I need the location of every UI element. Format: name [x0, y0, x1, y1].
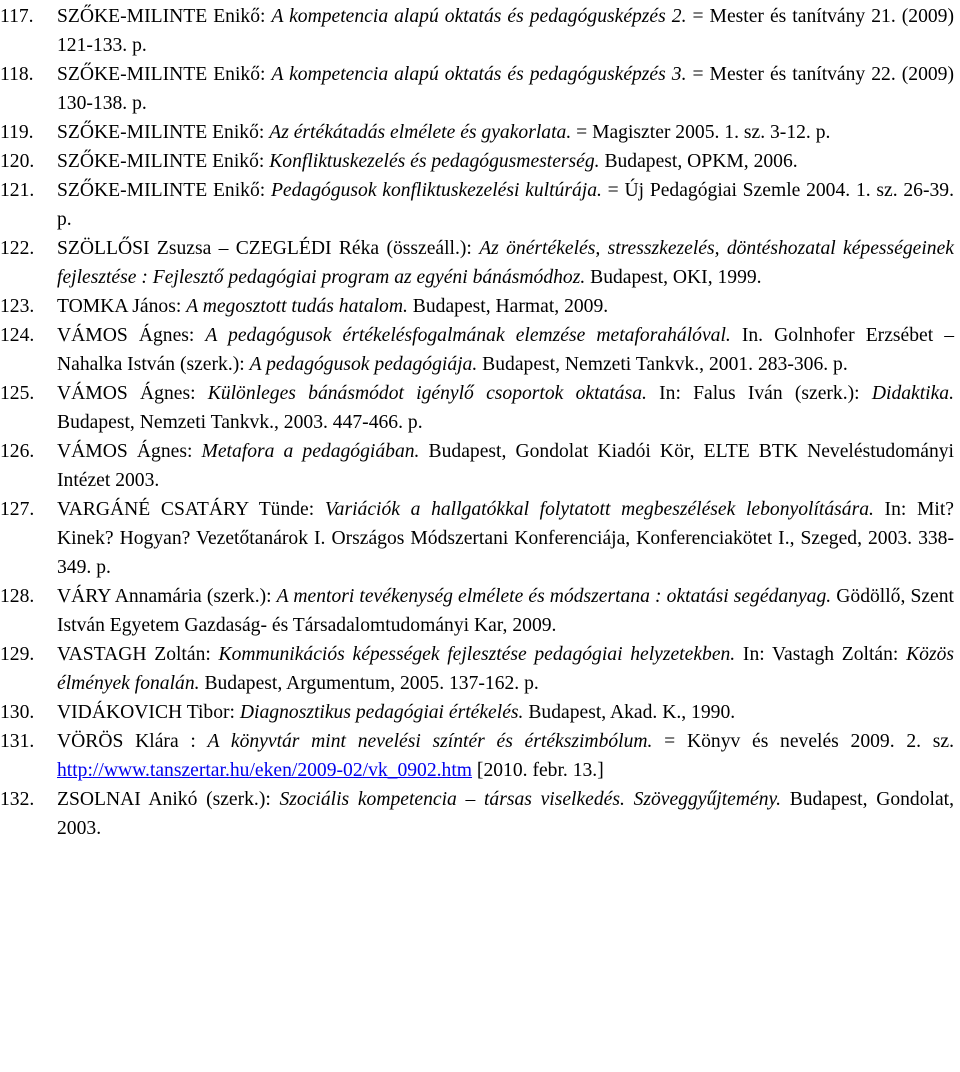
- reference-text: Gödöllő, Szent István Egyetem Gazdaság- és Társadalomtudományi Kar, 2009.: [57, 586, 954, 636]
- reference-text: Budapest, Argumentum, 2005. 137-162. p.: [199, 673, 539, 694]
- reference-text: Budapest, OKI, 1999.: [585, 267, 762, 288]
- reference-text: SZŐKE-MILINTE Enikő:: [57, 122, 270, 143]
- reference-text: SZÖLLŐSI Zsuzsa – CZEGLÉDI Réka (összeáll.):: [57, 238, 480, 259]
- reference-list: [0, 2, 960, 843]
- reference-text: In: Vastagh Zoltán:: [735, 644, 907, 665]
- reference-item: [0, 321, 960, 379]
- reference-title: A pedagógusok pedagógiája.: [249, 354, 478, 375]
- reference-item: [0, 176, 960, 234]
- reference-text: Budapest, Gondolat Kiadói Kör, ELTE BTK Neveléstudományi Intézet 2003.: [57, 441, 955, 491]
- reference-text: = Könyv és nevelés 2009. 2. sz.: [652, 731, 954, 752]
- reference-text: Budapest, Harmat, 2009.: [407, 296, 609, 317]
- reference-text: In: Falus Iván (szerk.):: [646, 383, 872, 404]
- reference-title: A kompetencia alapú oktatás és pedagógusképzés 2.: [271, 6, 687, 27]
- reference-text: VÖRÖS Klára :: [57, 731, 208, 752]
- reference-text: = Mester és tanítvány 22. (2009) 130-138. p.: [57, 64, 954, 114]
- reference-item: [0, 698, 960, 727]
- reference-item: [0, 640, 960, 698]
- reference-text: Budapest, Akad. K., 1990.: [523, 702, 736, 723]
- reference-number: 131.: [0, 731, 35, 752]
- reference-text: VÁMOS Ágnes:: [57, 441, 202, 462]
- reference-item: [0, 785, 960, 843]
- reference-title: A megosztott tudás hatalom.: [186, 296, 408, 317]
- reference-number: 119.: [0, 122, 34, 143]
- reference-text: = Mester és tanítvány 21. (2009) 121-133. p.: [57, 6, 954, 56]
- reference-text: [2010. febr. 13.]: [472, 760, 604, 781]
- reference-title: Közös élmények fonalán.: [57, 644, 954, 694]
- reference-item: [0, 437, 960, 495]
- reference-item: [0, 379, 960, 437]
- reference-text: In: Mit? Kinek? Hogyan? Vezetőtanárok I. Országos Módszertani Konferenciája, Konferenciakötet I., Szeged, 2003. 338-349. p.: [57, 499, 954, 578]
- reference-title: A pedagógusok értékelésfogalmának elemzése metaforahálóval.: [205, 325, 731, 346]
- reference-number: 126.: [0, 441, 35, 462]
- reference-number: 128.: [0, 586, 35, 607]
- reference-title: Az értékátadás elmélete és gyakorlata.: [269, 122, 572, 143]
- reference-title: Didaktika.: [871, 383, 955, 404]
- reference-title: A könyvtár mint nevelési színtér és értékszimbólum.: [207, 731, 653, 752]
- reference-title: Pedagógusok konfliktuskezelési kultúrája.: [270, 180, 602, 201]
- reference-number: 129.: [0, 644, 35, 665]
- reference-title: Metafora a pedagógiában.: [201, 441, 420, 462]
- reference-text: VÁRY Annamária (szerk.):: [57, 586, 277, 607]
- reference-text: SZŐKE-MILINTE Enikő:: [57, 180, 271, 201]
- reference-text: Budapest, Nemzeti Tankvk., 2003. 447-466. p.: [57, 412, 423, 433]
- reference-item: [0, 727, 960, 785]
- reference-title: Különleges bánásmódot igénylő csoportok oktatása.: [207, 383, 647, 404]
- reference-text: VÁMOS Ágnes:: [57, 383, 208, 404]
- reference-title: Diagnosztikus pedagógiai értékelés.: [239, 702, 524, 723]
- reference-title: A mentori tevékenység elmélete és módszertana : oktatási segédanyag.: [276, 586, 832, 607]
- reference-item: [0, 292, 960, 321]
- reference-number: 118.: [0, 64, 34, 85]
- reference-title: Az önértékelés, stresszkezelés, döntéshozatal képességeinek fejlesztése : Fejlesztő pedagógiai program az egyéni bánásmódhoz.: [57, 238, 954, 288]
- reference-text: Budapest, Gondolat, 2003.: [57, 789, 955, 839]
- reference-text: VASTAGH Zoltán:: [57, 644, 219, 665]
- reference-text: ZSOLNAI Anikó (szerk.):: [57, 789, 280, 810]
- reference-item: [0, 495, 960, 582]
- reference-text: SZŐKE-MILINTE Enikő:: [57, 64, 272, 85]
- reference-number: 117.: [0, 6, 34, 27]
- reference-number: 122.: [0, 238, 35, 259]
- reference-item: [0, 147, 960, 176]
- reference-number: 127.: [0, 499, 35, 520]
- reference-title: Szociális kompetencia – társas viselkedés. Szöveggyűjtemény.: [279, 789, 782, 810]
- reference-number: 130.: [0, 702, 35, 723]
- reference-item: [0, 582, 960, 640]
- reference-number: 124.: [0, 325, 35, 346]
- reference-text: = Magiszter 2005. 1. sz. 3-12. p.: [571, 122, 831, 143]
- reference-number: 121.: [0, 180, 35, 201]
- reference-number: 120.: [0, 151, 35, 172]
- reference-item: [0, 2, 960, 60]
- reference-text: VARGÁNÉ CSATÁRY Tünde:: [57, 499, 325, 520]
- reference-title: Kommunikációs képességek fejlesztése pedagógiai helyzetekben.: [218, 644, 736, 665]
- reference-text: SZŐKE-MILINTE Enikő:: [57, 151, 270, 172]
- reference-text: VIDÁKOVICH Tibor:: [57, 702, 240, 723]
- reference-text: Budapest, Nemzeti Tankvk., 2001. 283-306. p.: [477, 354, 848, 375]
- reference-item: [0, 60, 960, 118]
- reference-link[interactable]: http://www.tanszertar.hu/eken/2009-02/vk_0902.htm: [57, 760, 473, 781]
- reference-title: A kompetencia alapú oktatás és pedagógusképzés 3.: [271, 64, 687, 85]
- reference-text: = Új Pedagógiai Szemle 2004. 1. sz. 26-39. p.: [57, 180, 954, 230]
- reference-title: Variációk a hallgatókkal folytatott megbeszélések lebonyolítására.: [324, 499, 874, 520]
- reference-number: 123.: [0, 296, 35, 317]
- reference-item: [0, 234, 960, 292]
- reference-item: [0, 118, 960, 147]
- reference-text: VÁMOS Ágnes:: [57, 325, 206, 346]
- reference-number: 125.: [0, 383, 35, 404]
- reference-text: In. Golnhofer Erzsébet – Nahalka István (szerk.):: [57, 325, 954, 375]
- reference-title: Konfliktuskezelés és pedagógusmesterség.: [269, 151, 600, 172]
- reference-text: Budapest, OPKM, 2006.: [599, 151, 798, 172]
- reference-text: SZŐKE-MILINTE Enikő:: [57, 6, 272, 27]
- reference-text: TOMKA János:: [57, 296, 187, 317]
- reference-number: 132.: [0, 789, 35, 810]
